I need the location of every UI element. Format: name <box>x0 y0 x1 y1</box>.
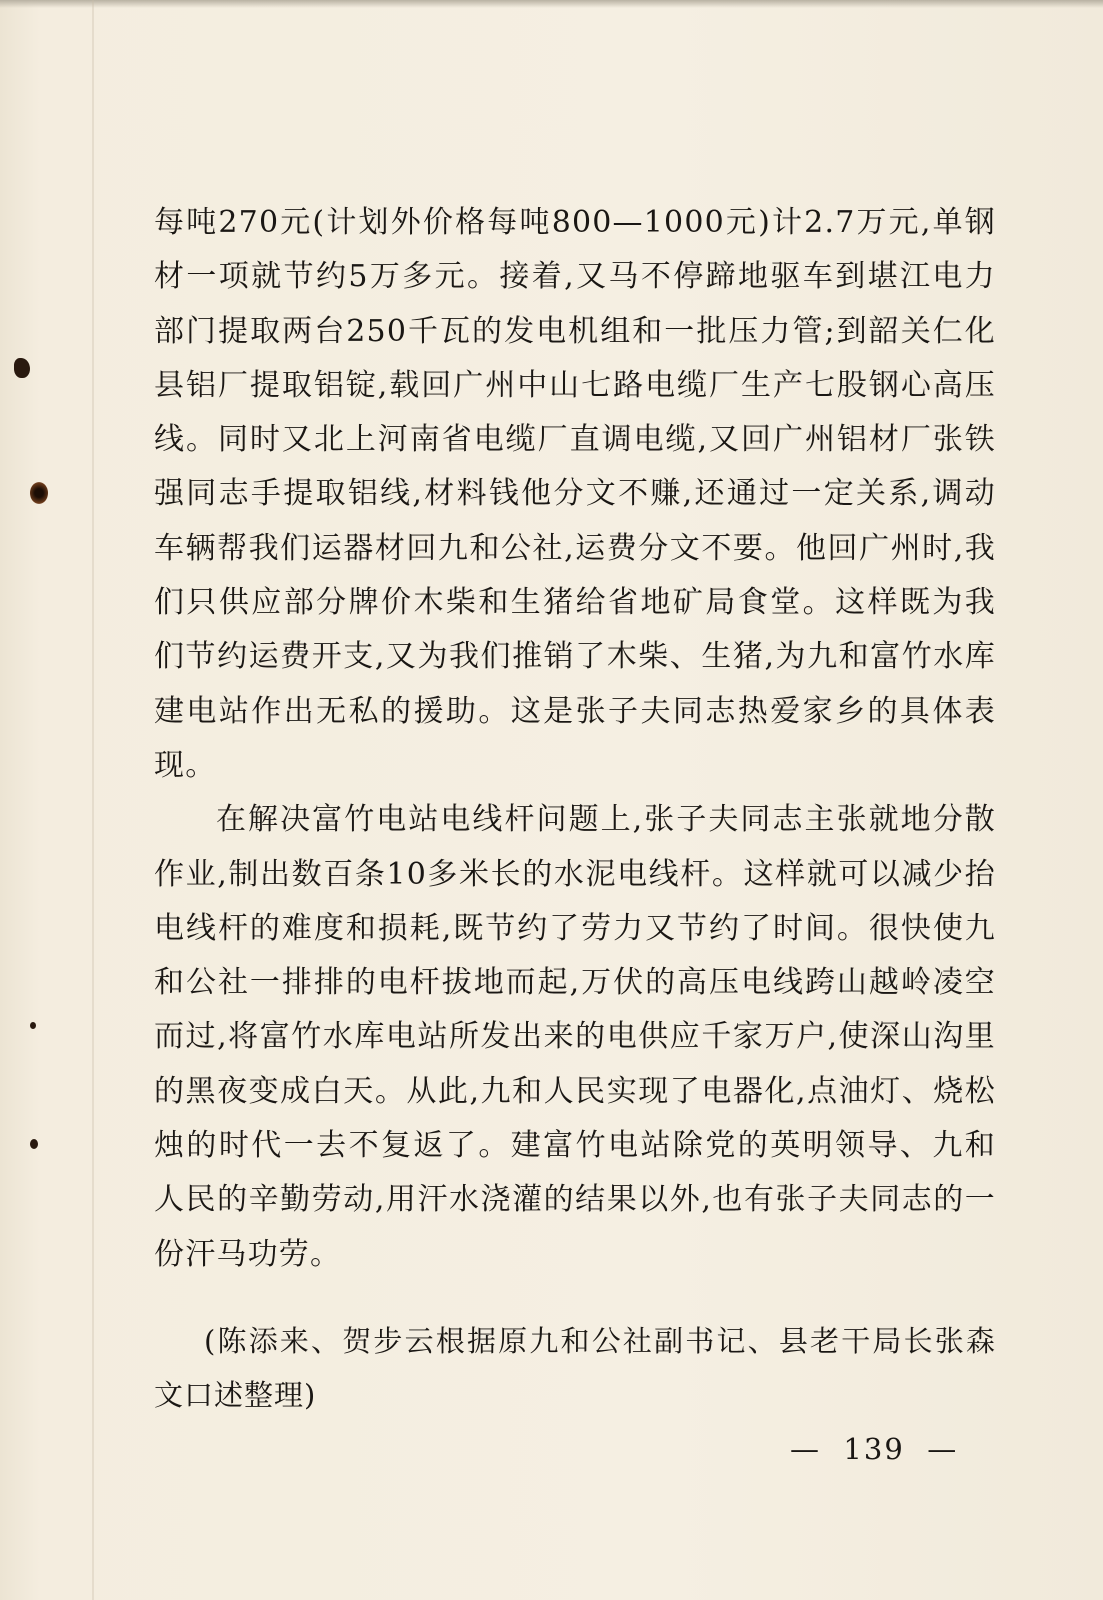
page-number: — 139 — <box>790 1432 959 1466</box>
source-note: (陈添来、贺步云根据原九和公社副书记、县老干局长张森文口述整理) <box>154 1324 996 1412</box>
paragraph-1: 每吨270元(计划外价格每吨800—1000元)计2.7万元,单钢材一项就节约5万多元。接着,又马不停蹄地驱车到堪江电力部门提取两台250千瓦的发电机组和一批压力管;到韶关仁化县铝厂提取铝锭,载回广州中山七路电缆厂生产七股钢心高压线。同时又北上河南省电缆厂直调电缆,又回广州铝材厂张铁强同志手提取铝线,材料钱他分文不赚,还通过一定关系,调动车辆帮我们运器材回九和公社,运费分文不要。他回广州时,我们只供应部分牌价木柴和生猪给省地矿局食堂。这样既为我们节约运费开支,又为我们推销了木柴、生猪,为九和富竹水库建电站作出无私的援助。这是张子夫同志热爱家乡的具体表现。 <box>154 205 996 783</box>
body-text <box>154 196 996 1282</box>
binding-hole-1 <box>14 358 30 378</box>
binding-hole-4 <box>30 1139 38 1149</box>
binding-hole-2 <box>30 482 48 504</box>
page-fold-line <box>92 0 94 1600</box>
paragraph-2: 在解决富竹电站电线杆问题上,张子夫同志主张就地分散作业,制出数百条10多米长的水泥电线杆。这样就可以减少抬电线杆的难度和损耗,既节约了劳力又节约了时间。很快使九和公社一排排的电杆拔地而起,万伏的高压电线跨山越岭凌空而过,将富竹水库电站所发出来的电供应千家万户,使深山沟里的黑夜变成白天。从此,九和人民实现了电器化,点油灯、烧松烛的时代一去不复返了。建富竹电站除党的英明领导、九和人民的辛勤劳动,用汗水浇灌的结果以外,也有张子夫同志的一份汗马功劳。 <box>154 802 996 1272</box>
page-top-edge <box>0 0 1103 8</box>
binding-hole-3 <box>30 1022 36 1029</box>
